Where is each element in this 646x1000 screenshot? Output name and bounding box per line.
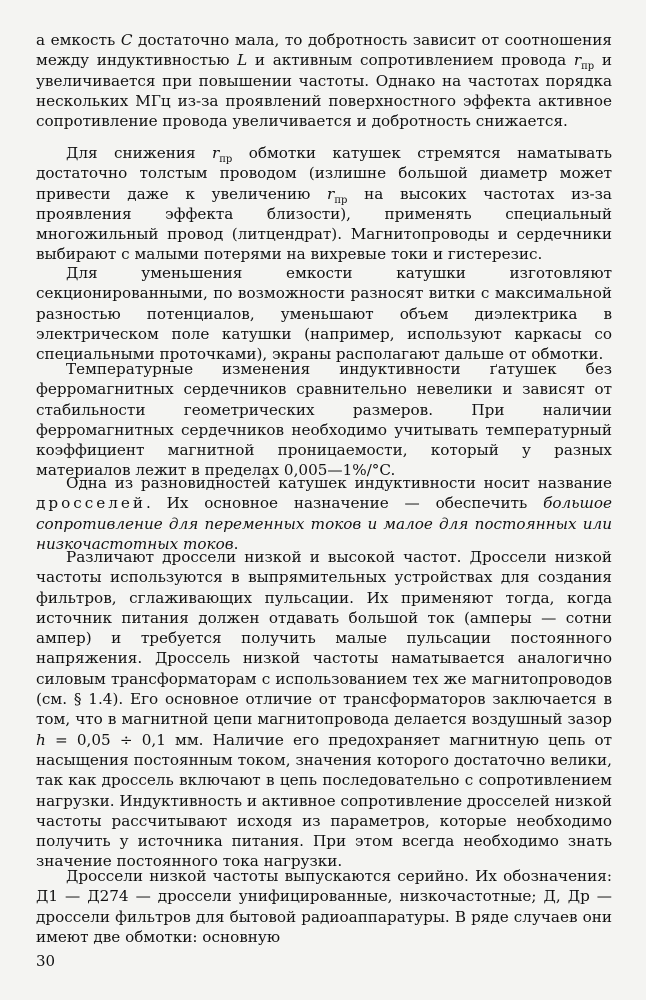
p1-text-1: а емкость [36,31,121,49]
page-number: 30 [36,952,56,970]
p3-text: Для уменьшения емкости катушки изготовляют секционированными, по возможности разносят витки с максимальной разностью потенциалов, уменьшают объем диэлектрика в электрическом поле катушки (например, используют каркасы со специальными проточками), экраны располагают дальше от обмотки. [36,264,612,364]
p1-text-3: и активным сопротивлением провода [247,51,574,70]
paragraph-3 [36,263,612,364]
italic-emphasis: большое сопротивление для переменных токов и малое для постоянных или низкочастотных токов [36,494,612,553]
symbol-resistance: r [327,184,335,203]
p4-text: Температурные изменения индуктивности ґатушек без ферромагнитных сердечников сравнительно невелики и зависят от стабильности геометрических размеров. При наличии ферромагнитных сердечников необходимо учитывать температурный коэффициент магнитной проницаемости, который у разных материалов лежит в пределах 0,005—1%/°C. [36,360,612,480]
paragraph-2 [36,143,612,265]
p1-text-2: достаточно мала, то добротность зависит от соотношения между индуктивностью [36,31,612,70]
symbol-subscript: пр [219,154,233,166]
symbol-capacitance: C [120,31,133,49]
p2-text-1: Для снижения [66,144,212,162]
p2-text-3: на высоких частотах из-за проявления эффекта близости), применять специальный многожильный провод (литцендрат). Магнитопроводы и сердечники выбирают с малыми потерями на вихревые токи и гистерезис. [36,184,612,264]
symbol-resistance: r [573,51,582,70]
p2-text-2: обмотки катушек стремятся наматывать достаточно толстым проводом (излишне большой диаметр может привести даже к увеличению [36,144,612,203]
symbol-resistance: r [211,144,220,162]
symbol-gap: h [36,730,46,749]
paragraph-4 [36,359,612,481]
paragraph-7 [36,866,612,947]
p1-text-4: и увеличивается при повышении частоты. Однако на частотах порядка нескольких МГц из-за проявлений поверхностного эффекта активное сопротивление провода увеличивается и добротность снижается. [36,51,613,131]
paragraph-6 [36,547,612,872]
symbol-subscript: пр [334,194,348,206]
p5-text-2: . Их основное назначение — обеспечить [145,494,544,513]
p6-text-1: Различают дроссели низкой и высокой частот. Дроссели низкой частоты используются в выпрямительных устройствах для создания фильтров, сглаживающих пульсации. Их применяют тогда, когда источник питания должен отдавать большой ток (амперы — сотни ампер) и требуется получить малые пульсации постоянного напряжения. Дроссель низкой частоты наматывается аналогично силовым трансформаторам с использованием тех же магнитопроводов (см. § 1.4). Его основное отличие от трансформаторов заключается в том, что в магнитной цепи магнитопровода делается воздушный зазор [36,548,612,729]
p6-text-2: = 0,05 ÷ 0,1 мм. Наличие его предохраняет магнитную цепь от насыщения постоянным током, значения которого достаточно велики, так как дроссель включают в цепь последовательно с сопротивлением нагрузки. Индуктивность и активное сопротивление дросселей низкой частоты рассчитывают исходя из параметров, которые необходимо получить у источника питания. При этом всегда необходимо знать значение постоянного тока нагрузки. [36,730,612,871]
p7-text: Дроссели низкой частоты выпускаются серийно. Их обозначения: Д1 — Д274 — дроссели унифицированные, низкочастотные; Д, Др — дроссели фильтров для бытовой радиоаппаратуры. В ряде случаев они имеют две обмотки: основную [36,867,612,946]
symbol-subscript: пр [581,61,595,73]
spaced-term: дросселей [36,494,146,513]
symbol-inductance: L [237,51,248,70]
paragraph-5 [36,473,612,554]
p5-text-1: Одна из разновидностей катушек индуктивности носит название [66,474,612,492]
p5-text-3: . [233,534,239,553]
paragraph-1 [36,30,612,131]
